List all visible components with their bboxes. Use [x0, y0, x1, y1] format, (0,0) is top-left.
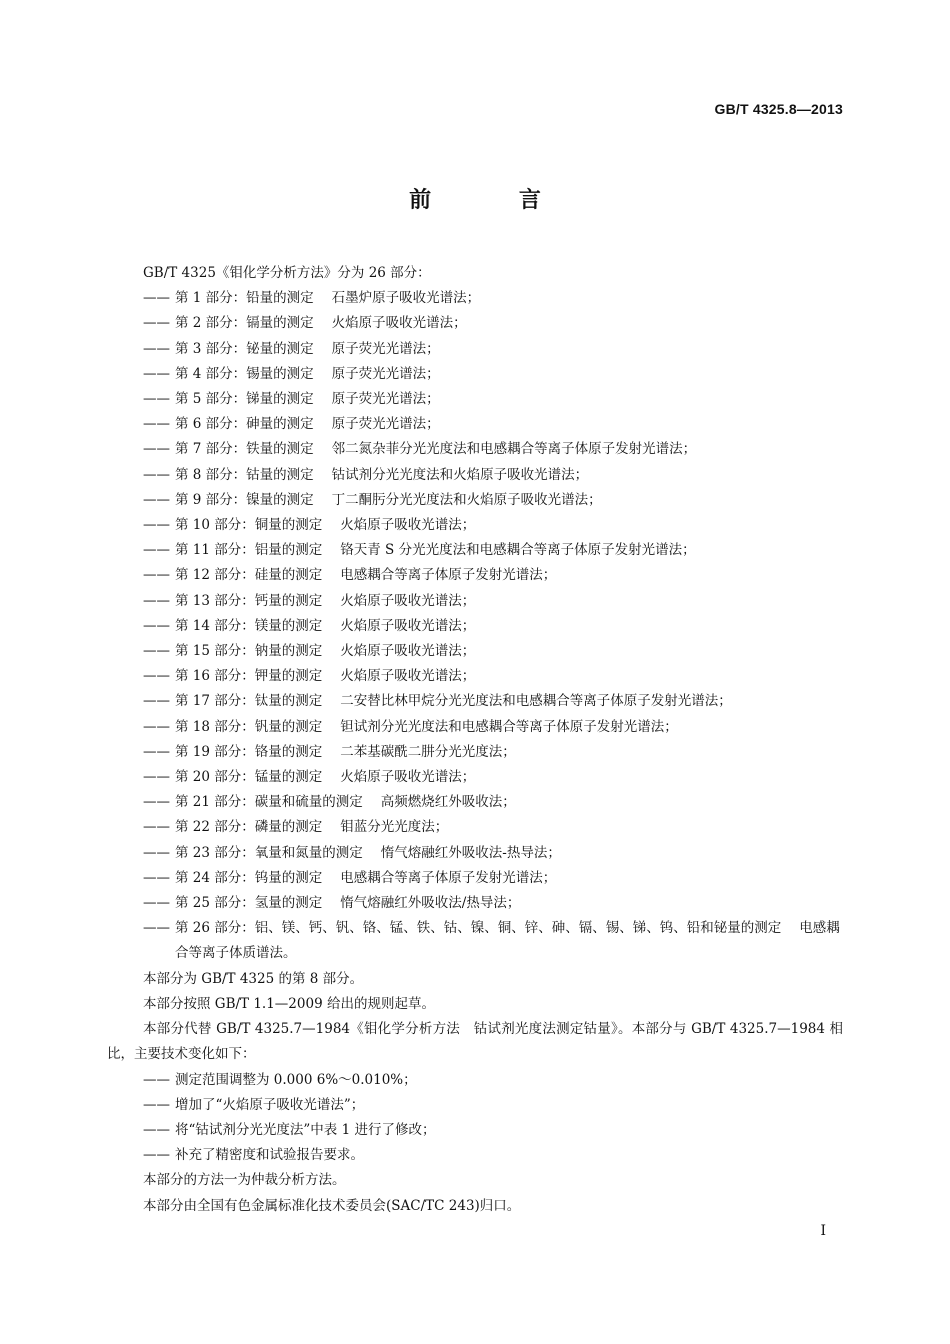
list-item-part	[107, 614, 843, 639]
part-label: 第 9 部分：镍量的测定	[175, 491, 314, 508]
list-dash: ——	[143, 794, 170, 811]
change-text: 增加了“火焰原子吸收光谱法”；	[175, 1096, 365, 1113]
list-dash: ——	[143, 315, 170, 332]
list-dash: ——	[143, 693, 170, 710]
part-label: 第 20 部分：锰量的测定	[175, 769, 323, 786]
part-method: 火焰原子吸收光谱法；	[340, 643, 476, 660]
part26-method: 电感耦合等离子体质谱法。	[175, 920, 840, 962]
list-item-change	[107, 1118, 843, 1143]
list-item-part	[107, 463, 843, 488]
part-label: 第 3 部分：铋量的测定	[175, 340, 314, 357]
part-method: 原子荧光光谱法；	[331, 365, 440, 382]
part-number-paragraph: 本部分为 GB/T 4325 的第 8 部分。	[143, 970, 364, 987]
part-method: 火焰原子吸收光谱法；	[340, 769, 476, 786]
part-label: 第 11 部分：铝量的测定	[175, 542, 323, 559]
part-method: 惰气熔融红外吸收法-热导法；	[380, 844, 561, 861]
change-text: 将“钴试剂分光光度法”中表 1 进行了修改；	[175, 1121, 436, 1138]
list-dash: ——	[143, 542, 170, 559]
list-dash: ——	[143, 441, 170, 458]
part-method: 邻二氮杂菲分光光度法和电感耦合等离子体原子发射光谱法；	[331, 441, 697, 458]
list-dash: ——	[143, 643, 170, 660]
part-method: 二苯基碳酰二肼分光光度法；	[340, 743, 516, 760]
list-item-part	[107, 841, 843, 866]
part26-label: 第 26 部分：铝、镁、钙、钒、铬、锰、铁、钴、镍、铜、锌、砷、镉、锡、锑、钨、铅和铋量的测定	[175, 920, 782, 937]
list-item-part	[107, 488, 843, 513]
drafting-rules-paragraph: 本部分按照 GB/T 1.1—2009 给出的规则起草。	[143, 995, 435, 1012]
part-label: 第 15 部分：钠量的测定	[175, 643, 323, 660]
list-dash: ——	[143, 617, 170, 634]
part-label: 第 10 部分：铜量的测定	[175, 517, 323, 534]
list-item-part-26	[107, 916, 843, 966]
list-dash: ——	[143, 290, 170, 307]
list-dash: ——	[143, 1147, 170, 1164]
part-method: 电感耦合等离子体原子发射光谱法；	[340, 567, 557, 584]
part-method: 钽试剂分光光度法和电感耦合等离子体原子发射光谱法；	[340, 718, 678, 735]
list-item-part	[107, 538, 843, 563]
part-label: 第 7 部分：铁量的测定	[175, 441, 314, 458]
list-dash: ——	[143, 567, 170, 584]
part-label: 第 13 部分：钙量的测定	[175, 592, 323, 609]
part-method: 丁二酮肟分光光度法和火焰原子吸收光谱法；	[331, 491, 602, 508]
list-dash: ——	[143, 895, 170, 912]
standard-code: GB/T 4325.8—2013	[714, 101, 843, 117]
part-method: 二安替比林甲烷分光光度法和电感耦合等离子体原子发射光谱法；	[340, 693, 732, 710]
change-text: 测定范围调整为 0.000 6%～0.010%；	[175, 1071, 417, 1088]
part-method: 原子荧光光谱法；	[331, 416, 440, 433]
list-item-change	[107, 1093, 843, 1118]
part-method: 火焰原子吸收光谱法；	[340, 592, 476, 609]
list-item-part	[107, 891, 843, 916]
part-label: 第 21 部分：碳量和硫量的测定	[175, 794, 363, 811]
part-label: 第 14 部分：镁量的测定	[175, 617, 323, 634]
part-label: 第 1 部分：铅量的测定	[175, 290, 314, 307]
list-dash: ——	[143, 391, 170, 408]
part-label: 第 16 部分：钾量的测定	[175, 668, 323, 685]
list-item-part	[107, 437, 843, 462]
responsible-committee-paragraph: 本部分由全国有色金属标准化技术委员会(SAC/TC 243)归口。	[143, 1197, 521, 1214]
part-method: 钴试剂分光光度法和火焰原子吸收光谱法；	[331, 466, 589, 483]
part-method: 铬天青 S 分光光度法和电感耦合等离子体原子发射光谱法；	[340, 542, 696, 559]
foreword-body	[107, 261, 843, 1219]
list-item-part	[107, 311, 843, 336]
part-label: 第 22 部分：磷量的测定	[175, 819, 323, 836]
list-dash: ——	[143, 819, 170, 836]
part-method: 原子荧光光谱法；	[331, 391, 440, 408]
list-item-part	[107, 639, 843, 664]
replacement-paragraph: 本部分代替 GB/T 4325.7—1984《钼化学分析方法 钴试剂光度法测定钴量》。本部分与 GB/T 4325.7—1984 相比，主要技术变化如下：	[107, 1021, 843, 1063]
list-item-part	[107, 866, 843, 891]
part-method: 原子荧光光谱法；	[331, 340, 440, 357]
list-item-part	[107, 563, 843, 588]
list-dash: ——	[143, 1121, 170, 1138]
list-dash: ——	[143, 340, 170, 357]
list-item-part	[107, 715, 843, 740]
part-label: 第 23 部分：氧量和氮量的测定	[175, 844, 363, 861]
list-item-part	[107, 362, 843, 387]
list-dash: ——	[143, 466, 170, 483]
list-item-part	[107, 765, 843, 790]
list-item-part	[107, 337, 843, 362]
part-label: 第 19 部分：铬量的测定	[175, 743, 323, 760]
list-dash: ——	[143, 491, 170, 508]
part-label: 第 18 部分：钒量的测定	[175, 718, 323, 735]
list-item-part	[107, 513, 843, 538]
part-method: 火焰原子吸收光谱法；	[340, 617, 476, 634]
part-method: 钼蓝分光光度法；	[340, 819, 449, 836]
list-item-part	[107, 689, 843, 714]
part-label: 第 25 部分：氢量的测定	[175, 895, 323, 912]
list-dash: ——	[143, 743, 170, 760]
list-item-change	[107, 1143, 843, 1168]
part-method: 火焰原子吸收光谱法；	[331, 315, 467, 332]
part-label: 第 2 部分：镉量的测定	[175, 315, 314, 332]
list-dash: ——	[143, 718, 170, 735]
part-label: 第 6 部分：砷量的测定	[175, 416, 314, 433]
part-method: 电感耦合等离子体原子发射光谱法；	[340, 869, 557, 886]
list-dash: ——	[143, 592, 170, 609]
list-item-part	[107, 286, 843, 311]
list-item-part	[107, 387, 843, 412]
list-item-part	[107, 664, 843, 689]
list-item-change	[107, 1068, 843, 1093]
list-dash: ——	[143, 668, 170, 685]
change-text: 补充了精密度和试验报告要求。	[175, 1147, 364, 1164]
intro-paragraph: GB/T 4325《钼化学分析方法》分为 26 部分：	[143, 265, 431, 281]
part-method: 高频燃烧红外吸收法；	[380, 794, 516, 811]
list-item-part	[107, 589, 843, 614]
list-dash: ——	[143, 769, 170, 786]
part-label: 第 4 部分：锡量的测定	[175, 365, 314, 382]
list-item-part	[107, 740, 843, 765]
list-dash: ——	[143, 517, 170, 534]
page-number: I	[820, 1223, 826, 1239]
part-method: 石墨炉原子吸收光谱法；	[331, 290, 481, 307]
list-dash: ——	[143, 1096, 170, 1113]
part-label: 第 17 部分：钛量的测定	[175, 693, 323, 710]
list-item-part	[107, 815, 843, 840]
part-method: 火焰原子吸收光谱法；	[340, 517, 476, 534]
list-dash: ——	[143, 869, 170, 886]
list-dash: ——	[143, 844, 170, 861]
part-label: 第 12 部分：硅量的测定	[175, 567, 323, 584]
list-item-part	[107, 412, 843, 437]
part-method: 火焰原子吸收光谱法；	[340, 668, 476, 685]
part-label: 第 8 部分：钴量的测定	[175, 466, 314, 483]
part-label: 第 24 部分：钨量的测定	[175, 869, 323, 886]
arbitration-paragraph: 本部分的方法一为仲裁分析方法。	[143, 1172, 346, 1189]
changes-list	[107, 1068, 843, 1169]
page-title: 前 言	[409, 187, 581, 213]
part-method: 惰气熔融红外吸收法/热导法；	[340, 895, 521, 912]
list-item-part	[107, 790, 843, 815]
list-dash: ——	[143, 920, 170, 937]
parts-list	[107, 286, 843, 916]
list-dash: ——	[143, 365, 170, 382]
part-label: 第 5 部分：锑量的测定	[175, 391, 314, 408]
list-dash: ——	[143, 1071, 170, 1088]
list-dash: ——	[143, 416, 170, 433]
